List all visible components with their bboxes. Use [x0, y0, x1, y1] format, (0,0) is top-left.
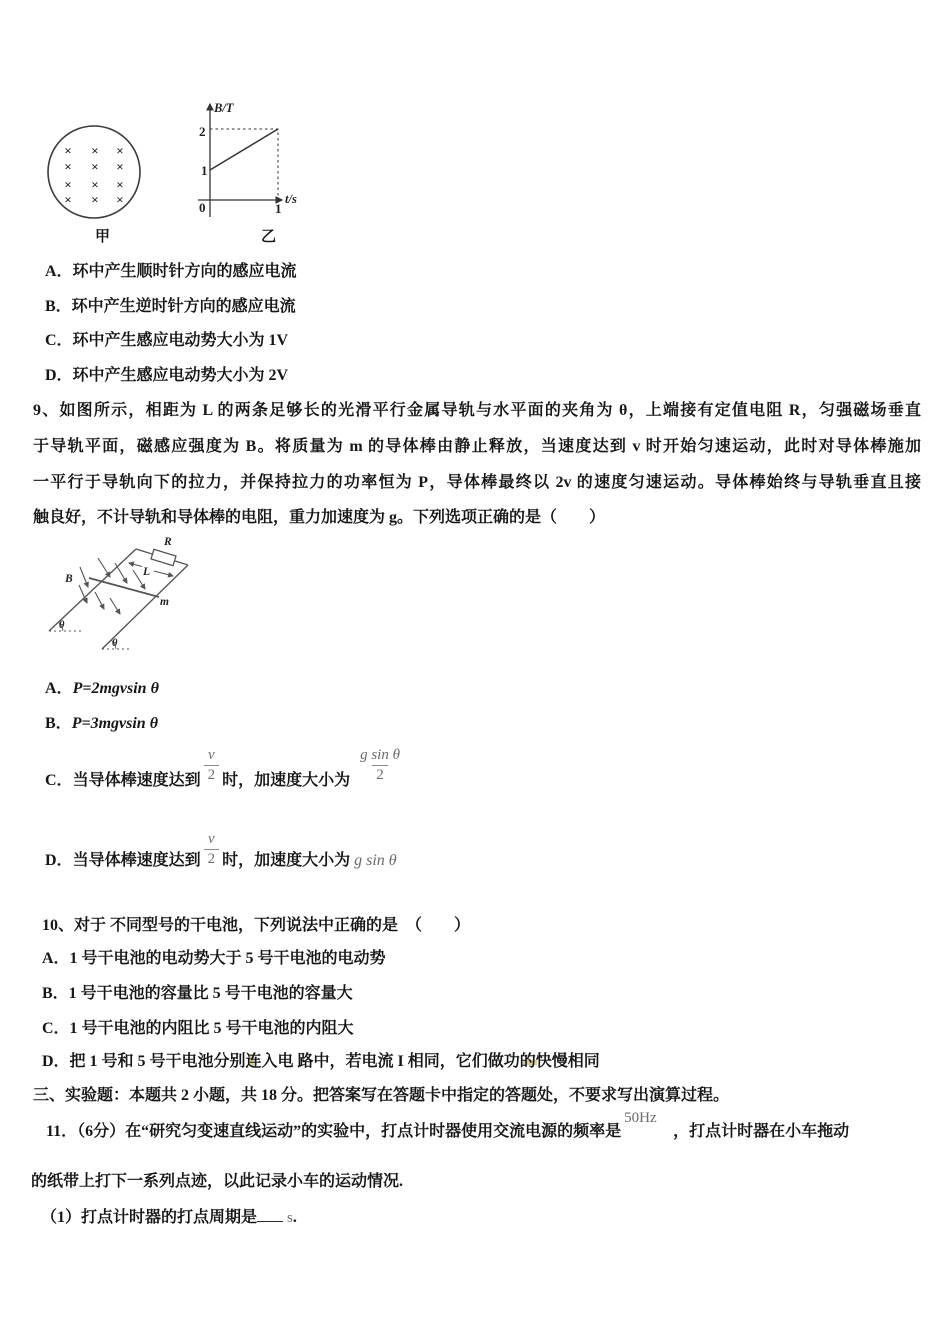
q11-sub1-period: .: [292, 1209, 297, 1226]
q11-answer-value: 50Hz: [624, 1110, 657, 1126]
option-text: 当导体棒速度达到: [72, 772, 201, 789]
q8-option-b: B．环中产生逆时针方向的感应电流: [45, 298, 296, 315]
resistor-symbol: [151, 549, 176, 565]
q10-option-a: A．1 号干电池的电动势大于 5 号干电池的电动势: [42, 950, 386, 967]
cross-icon: ×: [91, 192, 99, 207]
q11-line1-post: ，打点计时器在小车拖动: [673, 1123, 850, 1140]
cross-icon: ×: [64, 159, 72, 174]
conducting-bar: [89, 578, 159, 597]
y-axis-label: B/T: [214, 101, 234, 115]
q9-line-2: 于导轨平面，磁感应强度为 B。将质量为 m 的导体棒由静止释放，当速度达到 v 时开始匀速运动，此时对导体棒施加: [33, 438, 921, 455]
q10-option-b: B．1 号干电池的容量比 5 号干电池的容量大: [42, 985, 353, 1002]
fraction-denominator: 2: [372, 765, 388, 785]
q8-option-c: C．环中产生感应电动势大小为 1V: [45, 332, 289, 349]
fraction-numerator: g sin θ: [360, 747, 400, 763]
q11-line-2: 的纸带上打下一系列点迹，以此记录小车的运动情况.: [31, 1173, 404, 1190]
q8-option-a: A．环中产生顺时针方向的感应电流: [45, 263, 297, 280]
cross-icon: ×: [91, 177, 99, 192]
answer-blank-line: [257, 1206, 283, 1222]
q8-option-d: D．环中产生感应电动势大小为 2V: [45, 367, 289, 384]
y-tick-2: 2: [199, 124, 206, 139]
rail-left: [49, 549, 136, 631]
option-formula: P=3mgvsin θ: [71, 715, 158, 732]
fraction-gsin-over-2: [358, 746, 402, 785]
fraction-v-over-2: [204, 830, 220, 869]
option-text: 时，加速度大小为: [222, 852, 351, 869]
q9-line-4: 触良好，不计导轨和导体棒的电阻，重力加速度为 g。下列选项正确的是（ ）: [33, 509, 606, 526]
section-3-heading: 三、实验题：本题共 2 小题，共 18 分。把答案写在答题卡中指定的答题处，不要求写出演算过程。: [33, 1087, 730, 1104]
option-letter: B．: [45, 715, 72, 732]
fraction-numerator: v: [207, 831, 215, 847]
bar-mass-label: m: [160, 596, 169, 608]
fraction-denominator: 2: [204, 765, 220, 785]
b-t-line: [210, 129, 278, 170]
fraction-numerator: v: [207, 747, 215, 763]
top-edge-right: [175, 561, 188, 565]
option-formula: g sin θ: [354, 852, 397, 869]
option-letter: A．: [45, 680, 73, 697]
q10-title: 10、对于 不同型号的干电池，下列说法中正确的是 （ ）: [42, 917, 471, 934]
cross-icon: ×: [64, 177, 72, 192]
cross-icon: ×: [116, 177, 124, 192]
q10-option-d: D．把 1 号和 5 号干电池分别连入电 路中，若电流 I 相同，它们做功的快慢相同: [42, 1053, 600, 1070]
origin-label: 0: [199, 200, 206, 215]
fraction-denominator: 2: [204, 849, 220, 869]
q9-option-c: [45, 746, 405, 792]
top-edge-left: [136, 549, 152, 554]
cross-icon: ×: [116, 143, 124, 158]
field-label: B: [65, 573, 73, 585]
y-tick-1: 1: [201, 163, 208, 178]
figure-jia-field-circle: [40, 118, 152, 230]
cross-icon: ×: [64, 192, 72, 207]
q11-answer-blank: [621, 1110, 673, 1136]
cross-icon: ×: [116, 159, 124, 174]
option-letter: D．: [45, 852, 73, 869]
rail-separation-label: L: [143, 566, 151, 578]
q11-line1-pre: 11．（6分）在“研究匀变速直线运动”的实验中，打点计时器使用交流电源的频率是: [46, 1123, 622, 1140]
q11-line-1: [46, 1110, 850, 1143]
q9-option-b: [45, 713, 158, 735]
cross-icon: ×: [64, 143, 72, 158]
cross-icon: ×: [116, 192, 124, 207]
cross-icon: ×: [91, 143, 99, 158]
L-arrow-left: [129, 563, 142, 567]
field-arrows: [79, 558, 145, 614]
x-axis-label: t/s: [285, 192, 297, 206]
figure-jia-label: 甲: [95, 229, 111, 245]
incline-angle-left: θ: [59, 620, 65, 631]
cross-icon: ×: [91, 159, 99, 174]
option-letter: C．: [45, 772, 73, 789]
figure-yi-label: 乙: [261, 229, 277, 245]
figure-yi-graph: [190, 95, 305, 225]
fraction-v-over-2: [204, 746, 220, 785]
q10-option-c: C．1 号干电池的内阻比 5 号干电池的内阻大: [42, 1020, 354, 1037]
q9-line-3: 一平行于导轨向下的拉力，并保持拉力的功率恒为 P，导体棒最终以 2v 的速度匀速运动。导体棒始终与导轨垂直且接: [33, 474, 921, 491]
incline-angle-right: θ: [112, 638, 118, 649]
q9-option-d: [45, 830, 397, 872]
q11-sub1-text: （1）打点计时器的打点周期是: [41, 1209, 258, 1226]
option-formula: P=2mgvsin θ: [72, 680, 159, 697]
unit-symbol: s: [287, 1210, 293, 1226]
q9-option-a: [45, 678, 159, 700]
q9-line-1: 9、如图所示，相距为 L 的两条足够长的光滑平行金属导轨与水平面的夹角为 θ，上端接有定值电阻 R，匀强磁场垂直: [33, 402, 921, 419]
q9-diagram: [30, 535, 255, 667]
option-text: 当导体棒速度达到: [72, 852, 201, 869]
q11-sub-question-1: [41, 1206, 297, 1229]
resistor-label: R: [164, 536, 172, 548]
x-tick-1: 1: [275, 201, 282, 216]
L-arrow-right: [154, 571, 173, 576]
option-text: 时，加速度大小为: [222, 772, 351, 789]
